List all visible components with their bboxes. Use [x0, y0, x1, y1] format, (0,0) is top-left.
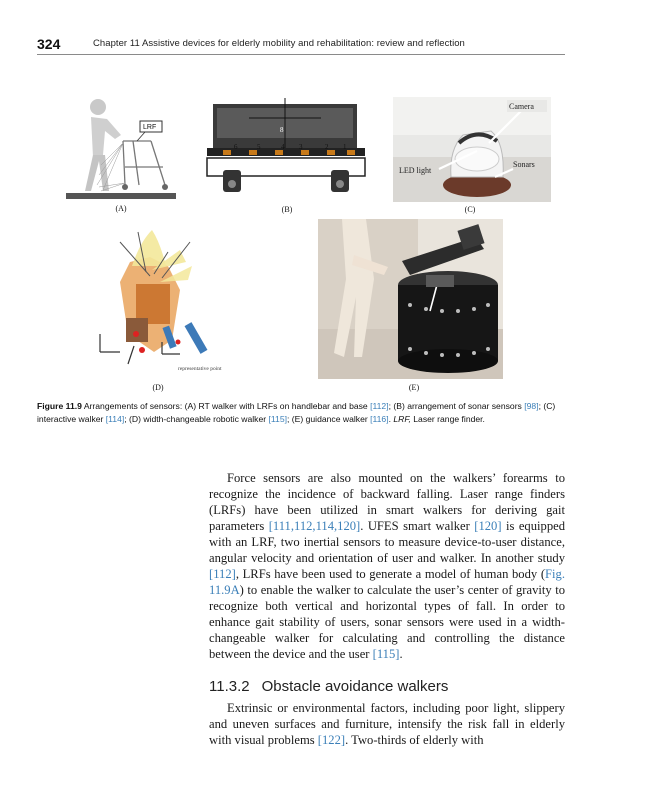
- sensor-number: 1: [343, 143, 347, 151]
- sensor-number: 4: [281, 143, 285, 151]
- figure-panel-e: [318, 219, 503, 379]
- citation-link[interactable]: [98]: [524, 401, 539, 411]
- citation-link[interactable]: [112]: [209, 567, 236, 581]
- body-paragraph-1: Force sensors are also mounted on the walkers’ forearms to recognize the incidence of backward falling. Laser range finders (LRFs) have been utilized in smart walkers for deriving gait parameters [111,112,114,120]. UFES smart walker [120] is equipped with an LRF, two inertial sensors to measure device-to-user distance, angular velocity and orientation of user and walker. In another study [112], LRFs have been used to generate a model of human body (Fig. 11.9A) to enable the walker to calculate the user’s center of gravity to recognize both vertical and horizontal types of fall. In order to enhance gait stability of users, sonar sensors were used in a width-changeable walker for calculating and controlling the distance between the device and the user [115].: [209, 471, 566, 661]
- width-changeable-walker-diagram: [80, 222, 240, 382]
- citation-link[interactable]: [111,112,114,120]: [268, 519, 361, 533]
- citation-link[interactable]: [114]: [105, 413, 125, 424]
- section-title: Obstacle avoidance walkers: [261, 678, 449, 695]
- figure-link[interactable]: Fig. 11.9A: [209, 567, 565, 597]
- citation-link[interactable]: [120]: [474, 519, 502, 533]
- running-title: Chapter 11 Assistive devices for elderly mobility and rehabilitation: review and reflection: [93, 38, 465, 49]
- abbreviation: LRF,: [393, 413, 411, 424]
- figure-panel-a: [63, 95, 180, 203]
- walker-with-lrf-illustration: [63, 95, 180, 203]
- sensor-number: 5: [257, 143, 261, 151]
- figure-panel-b: [197, 98, 375, 202]
- panel-label-e: (E): [408, 383, 420, 392]
- sonars-label: Sonars: [513, 160, 535, 169]
- body-paragraph-2: Extrinsic or environmental factors, including poor light, slippery and uneven surfaces and furniture, intensify the risk fall in elderly with visual problems [122]. Two-thirds of elderly with: [209, 701, 565, 747]
- sonar-arrangement-diagram: [197, 98, 375, 202]
- interactive-walker-photo: [393, 97, 551, 202]
- representative-point-label: representative point: [178, 366, 222, 372]
- panel-label-a: (A): [115, 204, 127, 213]
- panel-label-c: (C): [464, 205, 476, 214]
- panel-label-d: (D): [152, 383, 164, 392]
- citation-link[interactable]: [115]: [268, 413, 287, 424]
- section-number: 11.3.2: [209, 678, 250, 695]
- lrf-label: LRF: [143, 124, 157, 131]
- figure-caption: Figure 11.9 Arrangements of sensors: (A) RT walker with LRFs on handlebar and base [112]; (B) arrangement of sonar sensors [98]; (C) interactive walker [114]; (D) width-changeable robotic walker [115]; (E) guidance walker [116]. LRF, Laser range finder.: [37, 401, 556, 424]
- figure-panel-d: [80, 222, 240, 382]
- citation-link[interactable]: [112]: [370, 401, 389, 411]
- camera-label: Camera: [509, 102, 534, 111]
- sensor-number: 3: [299, 143, 303, 151]
- citation-link[interactable]: [115]: [372, 647, 400, 661]
- figure-panel-c: [393, 97, 551, 202]
- running-header: [37, 36, 565, 55]
- sensor-number: 6: [234, 143, 238, 151]
- citation-link[interactable]: [116]: [370, 413, 389, 424]
- panel-label-b: (B): [281, 205, 293, 214]
- guidance-walker-photo: [318, 219, 503, 379]
- section-heading: [209, 678, 448, 695]
- figure-id: Figure 11.9: [37, 401, 82, 411]
- citation-link[interactable]: [122]: [317, 733, 346, 747]
- led-light-label: LED light: [399, 166, 432, 175]
- page-number: 324: [37, 36, 61, 52]
- sensor-top-number: 8: [280, 126, 284, 134]
- sensor-number: 2: [325, 143, 329, 151]
